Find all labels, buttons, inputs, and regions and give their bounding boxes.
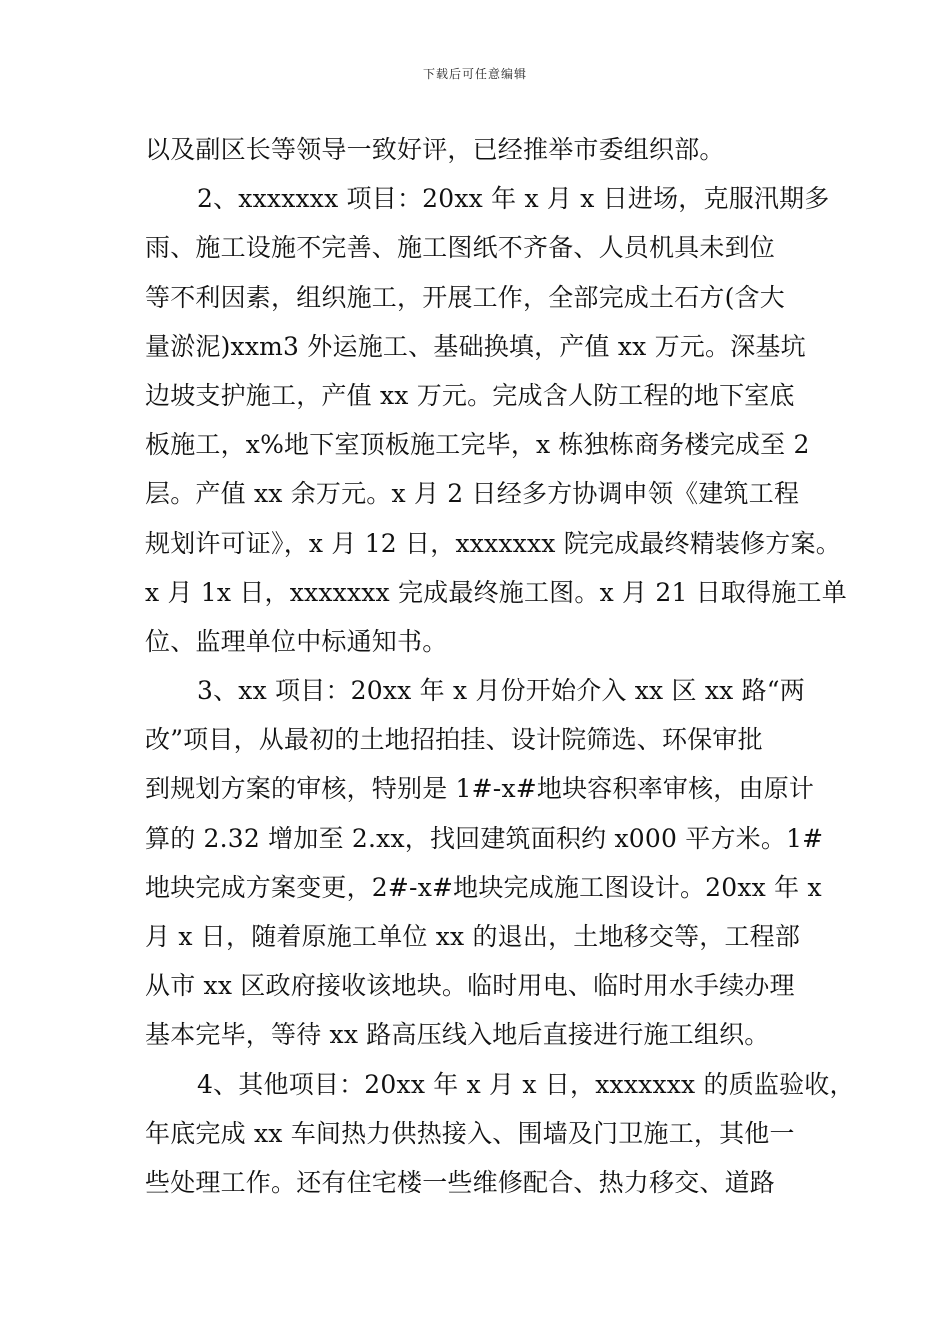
text-line: 层。产值 xx 余万元。x 月 2 日经多方协调申领《建筑工程: [145, 479, 800, 509]
text-line: 地块完成方案变更，2#-x#地块完成施工图设计。20xx 年 x: [145, 872, 822, 902]
text-line: 些处理工作。还有住宅楼一些维修配合、热力移交、道路: [145, 1167, 776, 1197]
text-line: 从市 xx 区政府接收该地块。临时用电、临时用水手续办理: [145, 971, 795, 1001]
text-line: 以及副区长等领导一致好评，已经推举市委组织部。: [145, 135, 725, 164]
text-line: 到规划方案的审核，特别是 1#-x#地块容积率审核，由原计: [145, 774, 815, 804]
page-header: 下载后可任意编辑: [422, 67, 527, 81]
paragraph-first-line: 3、xx 项目：20xx 年 x 月份开始介入 xx 区 xx 路“两: [197, 676, 805, 706]
text-line: 板施工，x%地下室顶板施工完毕，x 栋独栋商务楼完成至 2: [145, 430, 810, 460]
text-line: 算的 2.32 增加至 2.xx，找回建筑面积约 x000 平方米。1#: [145, 823, 824, 853]
text-line: 等不利因素，组织施工，开展工作，全部完成土石方(含大: [145, 282, 785, 312]
text-line: 年底完成 xx 车间热力供热接入、围墙及门卫施工，其他一: [145, 1118, 795, 1148]
paragraph-first-line: 4、其他项目：20xx 年 x 月 x 日，xxxxxxx 的质监验收，: [197, 1069, 855, 1099]
text-line: 雨、施工设施不完善、施工图纸不齐备、人员机具未到位: [145, 233, 776, 263]
text-line: 位、监理单位中标通知书。: [145, 626, 448, 656]
paragraph-first-line: 2、xxxxxxx 项目：20xx 年 x 月 x 日进场，克服汛期多: [197, 184, 830, 214]
text-line: 规划许可证》，x 月 12 日，xxxxxxx 院完成最终精装修方案。: [145, 528, 841, 558]
text-line: 月 x 日，随着原施工单位 xx 的退出，土地移交等，工程部: [145, 922, 801, 951]
text-line: 基本完毕，等待 xx 路高压线入地后直接进行施工组织。: [145, 1020, 770, 1050]
document-body: [145, 125, 855, 1207]
text-line: 边坡支护施工，产值 xx 万元。完成含人防工程的地下室底: [145, 380, 795, 410]
text-line: 量淤泥)xxm3 外运施工、基础换填，产值 xx 万元。深基坑: [145, 331, 806, 361]
text-line: 改”项目，从最初的土地招拍挂、设计院筛选、环保审批: [145, 725, 763, 755]
text-line: x 月 1x 日，xxxxxxx 完成最终施工图。x 月 21 日取得施工单: [145, 577, 847, 607]
